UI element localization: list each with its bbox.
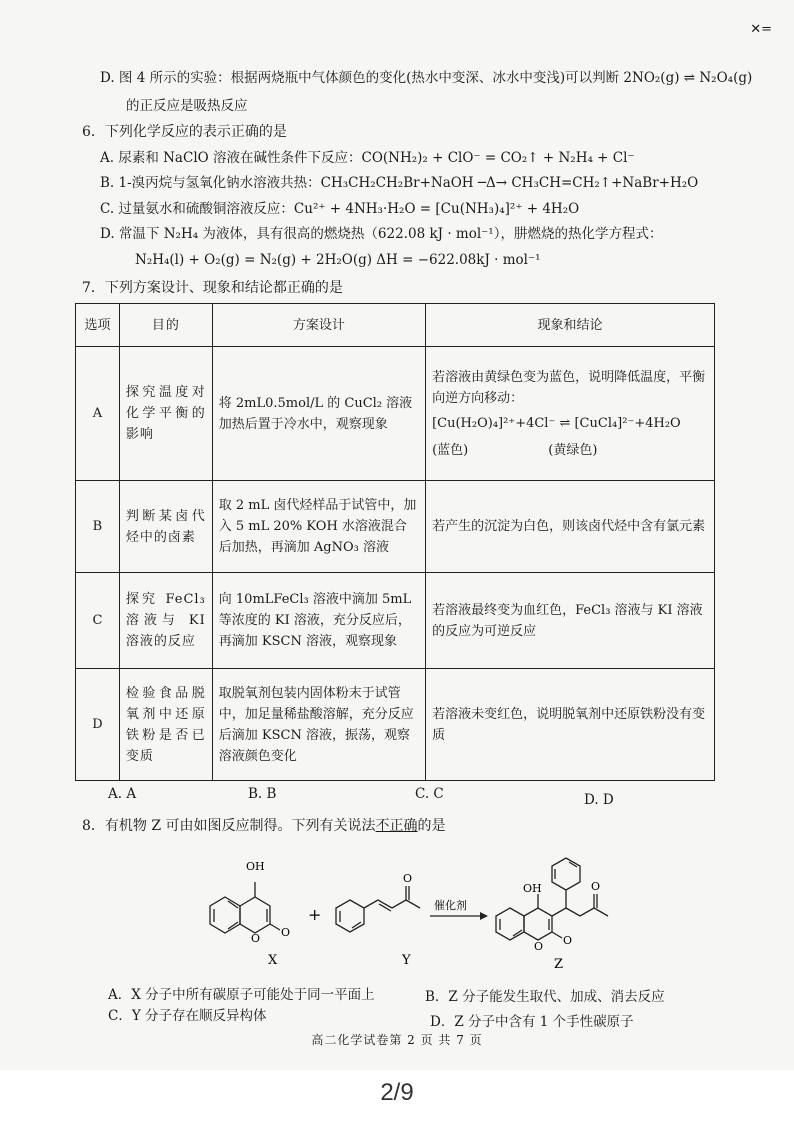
q8-stem-emphasis: 不正确 xyxy=(375,818,418,834)
row-design: 取 2 mL 卤代烃样品于试管中，加入 5 mL 20% KOH 水溶液混合后加热，再滴加 AgNO₃ 溶液 xyxy=(212,481,425,573)
row-result: 若产生的沉淀为白色，则该卤代烃中含有氯元素 xyxy=(426,481,715,573)
row-purpose: 探究 FeCl₃ 溶液与 KI 溶液的反应 xyxy=(119,573,212,669)
molecule-y-structure xyxy=(336,886,420,932)
page-footer: 高二化学试卷第 2 页 共 7 页 xyxy=(311,1033,483,1047)
row-design: 向 10mLFeCl₃ 溶液中滴加 5mL 等浓度的 KI 溶液，充分反应后，再滴加 KSCN 溶液，观察现象 xyxy=(212,573,425,669)
header-result: 现象和结论 xyxy=(426,304,715,347)
header-option: 选项 xyxy=(76,304,120,347)
row-option: B xyxy=(76,481,120,573)
table-header-row xyxy=(76,304,715,347)
q7-answer-a: A. A xyxy=(108,786,137,802)
row-option: A xyxy=(76,347,120,481)
row-result xyxy=(426,347,715,481)
plus-sign: + xyxy=(308,905,322,924)
header-design: 方案设计 xyxy=(212,304,425,347)
molecule-z-structure xyxy=(496,858,608,940)
q6-stem: 6．下列化学反应的表示正确的是 xyxy=(82,124,287,140)
table-row xyxy=(76,669,715,781)
q8-stem xyxy=(82,816,446,836)
z-ketone-o-label: O xyxy=(591,880,601,893)
row-result: 若溶液未变红色，说明脱氧剂中还原铁粉没有变质 xyxy=(426,669,715,781)
q6-option-d-line1: D. 常温下 N₂H₄ 为液体，具有很高的燃烧热（622.08 kJ · mol⁻¹），肼燃烧的热化学方程式： xyxy=(100,226,663,242)
table-row xyxy=(76,481,715,573)
q8-option-d: D．Z 分子中含有 1 个手性碳原子 xyxy=(430,1014,634,1030)
q6-option-a: A. 尿素和 NaClO 溶液在碱性条件下反应：CO(NH₂)₂ + ClO⁻ = CO₂↑ + N₂H₄ + Cl⁻ xyxy=(100,150,635,166)
q8-option-c: C．Y 分子存在顺反异构体 xyxy=(108,1008,267,1024)
page-indicator: 2/9 xyxy=(380,1079,414,1106)
q6-option-d-equation: N₂H₄(l) + O₂(g) = N₂(g) + 2H₂O(g) ΔH = −622.08kJ · mol⁻¹ xyxy=(135,252,541,268)
row-purpose: 探究温度对化学平衡的影响 xyxy=(119,347,212,481)
x-carbonyl-o-label: O xyxy=(281,926,291,939)
corner-mark: ✕= xyxy=(750,22,772,37)
label-y: Y xyxy=(402,953,411,968)
table-row xyxy=(76,573,715,669)
row-result-colors xyxy=(432,440,708,461)
row-option: D xyxy=(76,669,120,781)
q8-option-a: A．X 分子中所有碳原子可能处于同一平面上 xyxy=(108,987,375,1003)
label-z: Z xyxy=(554,957,564,972)
row-result-text: 若溶液由黄绿色变为蓝色，说明降低温度，平衡向逆方向移动： xyxy=(432,369,706,406)
z-ring-o-label: O xyxy=(534,940,544,953)
y-carbonyl-o-label: O xyxy=(403,872,413,885)
q7-answer-b: B. B xyxy=(248,786,277,802)
q7-answer-c: C. C xyxy=(415,786,444,802)
q8-option-b: B．Z 分子能发生取代、加成、消去反应 xyxy=(425,989,665,1005)
z-oh-label: OH xyxy=(523,882,542,895)
q6-option-b: B. 1-溴丙烷与氢氧化钠水溶液共热：CH₃CH₂CH₂Br+NaOH ─Δ→ CH₃CH=CH₂↑+NaBr+H₂O xyxy=(100,175,699,191)
q5-option-d-line2: 的正反应是吸热反应 xyxy=(126,98,248,114)
q7-answer-d: D. D xyxy=(584,792,614,808)
row-design: 取脱氧剂包装内固体粉末于试管中，加足量稀盐酸溶解，充分反应后滴加 KSCN 溶液，振荡，观察溶液颜色变化 xyxy=(212,669,425,781)
x-oh-label: OH xyxy=(246,860,265,873)
z-lactone-o-label: O xyxy=(563,934,573,947)
row-design: 将 2mL0.5mol/L 的 CuCl₂ 溶液加热后置于冷水中，观察现象 xyxy=(212,347,425,481)
molecule-x-structure xyxy=(210,882,280,933)
color-label-yellowgreen: (黄绿色) xyxy=(548,442,598,458)
table-row xyxy=(76,347,715,481)
x-ring-o-label: O xyxy=(251,932,261,945)
header-purpose: 目的 xyxy=(119,304,212,347)
color-label-blue: (蓝色) xyxy=(432,442,469,458)
q7-table xyxy=(75,303,715,781)
label-x: X xyxy=(268,953,278,968)
q7-stem: 7．下列方案设计、现象和结论都正确的是 xyxy=(82,280,343,296)
q8-stem-pre: 8．有机物 Z 可由如图反应制得。下列有关说法 xyxy=(82,818,376,834)
row-purpose: 检验食品脱氧剂中还原铁粉是否已变质 xyxy=(119,669,212,781)
q5-option-d-line1: D. 图 4 所示的实验：根据两烧瓶中气体颜色的变化(热水中变深、冰水中变浅)可以判断 2NO₂(g) ⇌ N₂O₄(g) xyxy=(100,70,753,86)
q6-option-c: C. 过量氨水和硫酸铜溶液反应：Cu²⁺ + 4NH₃·H₂O = [Cu(NH₃)₄]²⁺ + 4H₂O xyxy=(100,201,580,217)
row-option: C xyxy=(76,573,120,669)
q8-stem-post: 的是 xyxy=(417,818,446,834)
catalyst-label: 催化剂 xyxy=(434,899,467,912)
reaction-scheme xyxy=(180,842,700,972)
reaction-arrowhead xyxy=(480,912,488,920)
row-result-equation: [Cu(H₂O)₄]²⁺+4Cl⁻ ⇌ [CuCl₄]²⁻+4H₂O xyxy=(432,415,681,431)
row-result: 若溶液最终变为血红色，FeCl₃ 溶液与 KI 溶液的反应为可逆反应 xyxy=(426,573,715,669)
row-purpose: 判断某卤代烃中的卤素 xyxy=(119,481,212,573)
